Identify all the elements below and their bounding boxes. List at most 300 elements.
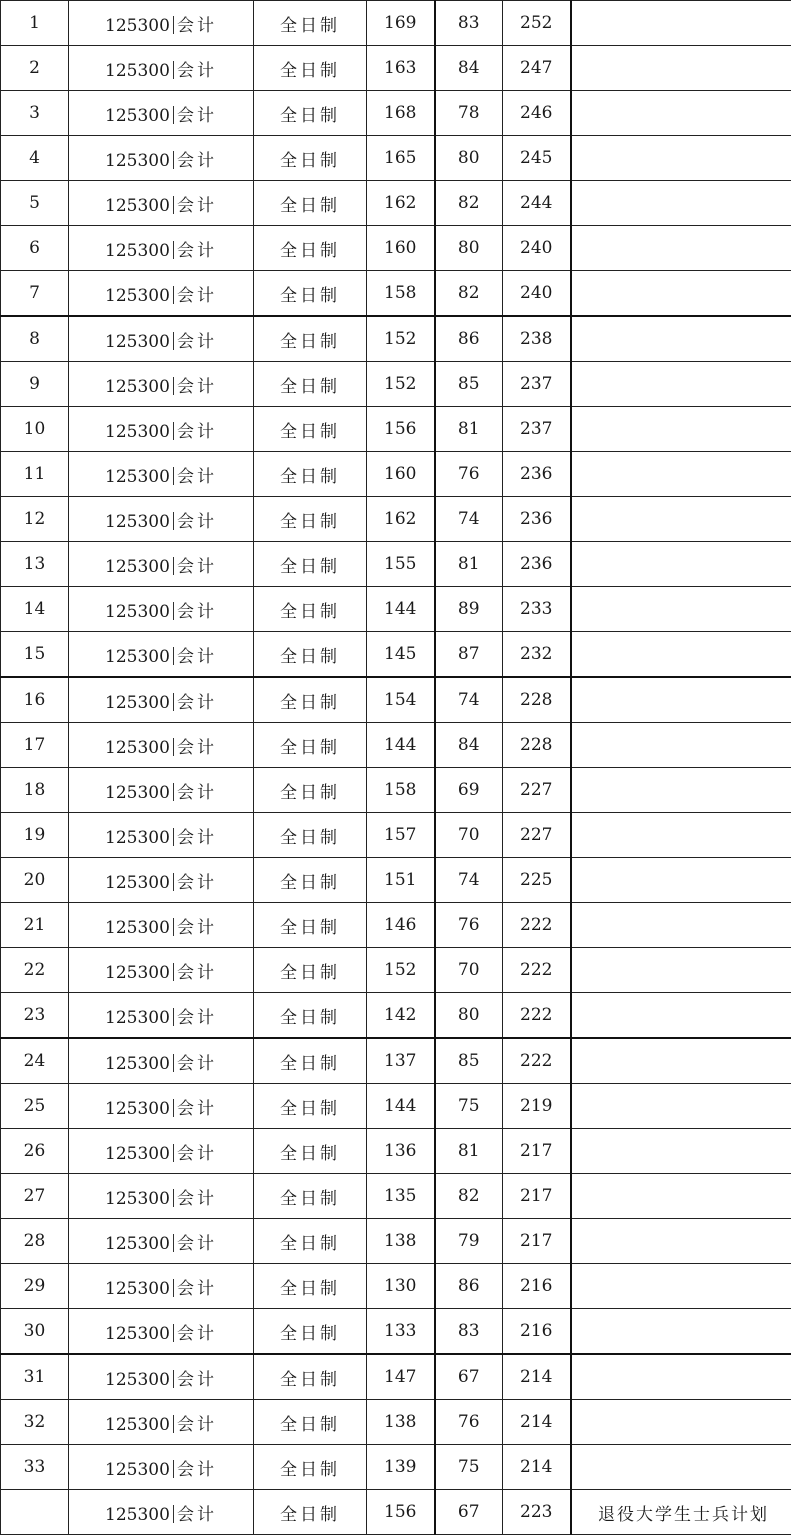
major-cell [69,136,254,181]
separator-bar [173,1234,174,1252]
score-1-cell: 152 [367,948,435,993]
major-cell [69,1219,254,1264]
major-cell [69,362,254,407]
separator-bar [173,286,174,304]
table-row [1,46,791,91]
major-name: 会计 [176,1053,217,1074]
total-score-cell: 222 [503,1038,571,1084]
note-cell: 退役大学生士兵计划 [571,1490,791,1535]
table-row [1,1309,791,1355]
separator-bar [173,1054,174,1072]
study-mode-cell: 全日制 [254,362,367,407]
score-1-cell: 142 [367,993,435,1039]
score-1-cell: 145 [367,632,435,678]
score-2-cell: 86 [435,316,503,362]
total-score-cell: 252 [503,1,571,46]
score-2-cell: 89 [435,587,503,632]
total-score-cell: 245 [503,136,571,181]
major-name: 会计 [176,556,217,577]
table-row [1,316,791,362]
major-name: 会计 [176,872,217,893]
total-score-cell: 236 [503,542,571,587]
major-cell [69,46,254,91]
study-mode-cell: 全日制 [254,1,367,46]
note-cell [571,181,791,226]
study-mode-cell: 全日制 [254,1309,367,1355]
major-cell [69,1309,254,1355]
row-number-cell [1,1490,69,1535]
major-name: 会计 [176,1007,217,1028]
separator-bar [173,512,174,530]
major-cell [69,1038,254,1084]
major-code: 125300 [105,1098,170,1119]
score-2-cell: 83 [435,1309,503,1355]
table-row [1,1445,791,1490]
study-mode-cell: 全日制 [254,91,367,136]
study-mode-cell: 全日制 [254,813,367,858]
major-cell [69,1445,254,1490]
separator-bar [173,873,174,891]
total-score-cell: 236 [503,497,571,542]
row-number-cell: 13 [1,542,69,587]
note-cell [571,1445,791,1490]
major-name: 会计 [176,1504,217,1525]
major-name: 会计 [176,1188,217,1209]
score-1-cell: 138 [367,1400,435,1445]
major-name: 会计 [176,240,217,261]
table-row [1,181,791,226]
table-row [1,226,791,271]
row-number-cell: 26 [1,1129,69,1174]
total-score-cell: 247 [503,46,571,91]
major-code: 125300 [105,1459,170,1480]
separator-bar [173,1460,174,1478]
study-mode-cell: 全日制 [254,858,367,903]
major-name: 会计 [176,737,217,758]
major-name: 会计 [176,1414,217,1435]
separator-bar [173,963,174,981]
major-name: 会计 [176,917,217,938]
major-cell [69,768,254,813]
major-cell [69,452,254,497]
table-row [1,948,791,993]
major-name: 会计 [176,1459,217,1480]
major-name: 会计 [176,1098,217,1119]
major-cell [69,903,254,948]
note-cell [571,903,791,948]
note-cell [571,1309,791,1355]
note-cell [571,362,791,407]
major-cell [69,1,254,46]
separator-bar [173,332,174,350]
major-cell [69,1490,254,1535]
row-number-cell: 28 [1,1219,69,1264]
major-name: 会计 [176,105,217,126]
note-cell [571,723,791,768]
score-2-cell: 85 [435,362,503,407]
note-cell [571,1,791,46]
study-mode-cell: 全日制 [254,452,367,497]
score-2-cell: 80 [435,226,503,271]
separator-bar [173,16,174,34]
table-row [1,1174,791,1219]
study-mode-cell: 全日制 [254,1354,367,1400]
major-code: 125300 [105,376,170,397]
major-cell [69,587,254,632]
separator-bar [173,1279,174,1297]
separator-bar [173,1144,174,1162]
major-cell [69,181,254,226]
separator-bar [173,557,174,575]
total-score-cell: 214 [503,1400,571,1445]
major-code: 125300 [105,15,170,36]
major-name: 会计 [176,1323,217,1344]
major-code: 125300 [105,962,170,983]
study-mode-cell: 全日制 [254,181,367,226]
total-score-cell: 246 [503,91,571,136]
score-1-cell: 152 [367,362,435,407]
table-row [1,271,791,317]
row-number-cell: 33 [1,1445,69,1490]
note-cell [571,1219,791,1264]
major-cell [69,858,254,903]
study-mode-cell: 全日制 [254,271,367,317]
table-row [1,1264,791,1309]
total-score-cell: 233 [503,587,571,632]
major-code: 125300 [105,1414,170,1435]
total-score-cell: 222 [503,948,571,993]
total-score-cell: 214 [503,1445,571,1490]
table-row [1,1219,791,1264]
score-1-cell: 151 [367,858,435,903]
separator-bar [173,106,174,124]
study-mode-cell: 全日制 [254,723,367,768]
note-cell [571,271,791,317]
major-name: 会计 [176,15,217,36]
major-code: 125300 [105,1143,170,1164]
separator-bar [173,918,174,936]
score-2-cell: 70 [435,813,503,858]
score-2-cell: 83 [435,1,503,46]
table-row [1,136,791,181]
score-1-cell: 162 [367,181,435,226]
study-mode-cell: 全日制 [254,948,367,993]
score-1-cell: 157 [367,813,435,858]
score-2-cell: 76 [435,452,503,497]
total-score-cell: 237 [503,407,571,452]
score-1-cell: 139 [367,1445,435,1490]
score-2-cell: 67 [435,1354,503,1400]
table-row [1,91,791,136]
score-2-cell: 70 [435,948,503,993]
score-2-cell: 69 [435,768,503,813]
table-row [1,677,791,723]
study-mode-cell: 全日制 [254,768,367,813]
note-cell [571,948,791,993]
major-code: 125300 [105,150,170,171]
study-mode-cell: 全日制 [254,587,367,632]
major-code: 125300 [105,1188,170,1209]
note-cell [571,1038,791,1084]
separator-bar [173,377,174,395]
total-score-cell: 238 [503,316,571,362]
separator-bar [173,196,174,214]
row-number-cell: 17 [1,723,69,768]
table-row [1,1084,791,1129]
score-2-cell: 86 [435,1264,503,1309]
note-cell [571,497,791,542]
score-2-cell: 78 [435,91,503,136]
row-number-cell: 1 [1,1,69,46]
row-number-cell: 4 [1,136,69,181]
major-code: 125300 [105,1369,170,1390]
score-1-cell: 168 [367,91,435,136]
total-score-cell: 244 [503,181,571,226]
score-1-cell: 162 [367,497,435,542]
score-1-cell: 135 [367,1174,435,1219]
major-code: 125300 [105,556,170,577]
major-cell [69,497,254,542]
total-score-cell: 222 [503,903,571,948]
study-mode-cell: 全日制 [254,677,367,723]
table-row [1,768,791,813]
major-cell [69,1129,254,1174]
row-number-cell: 11 [1,452,69,497]
score-1-cell: 155 [367,542,435,587]
score-2-cell: 81 [435,407,503,452]
study-mode-cell: 全日制 [254,1264,367,1309]
score-2-cell: 74 [435,497,503,542]
major-code: 125300 [105,511,170,532]
score-1-cell: 152 [367,316,435,362]
study-mode-cell: 全日制 [254,1084,367,1129]
score-1-cell: 163 [367,46,435,91]
note-cell [571,452,791,497]
score-2-cell: 79 [435,1219,503,1264]
major-cell [69,91,254,136]
major-name: 会计 [176,827,217,848]
table-row [1,993,791,1039]
row-number-cell: 27 [1,1174,69,1219]
row-number-cell: 16 [1,677,69,723]
score-2-cell: 74 [435,677,503,723]
score-1-cell: 160 [367,452,435,497]
total-score-cell: 225 [503,858,571,903]
total-score-cell: 228 [503,723,571,768]
score-1-cell: 146 [367,903,435,948]
major-cell [69,1174,254,1219]
table-row [1,407,791,452]
note-cell [571,1354,791,1400]
study-mode-cell: 全日制 [254,1445,367,1490]
major-cell [69,948,254,993]
score-2-cell: 74 [435,858,503,903]
note-cell [571,1084,791,1129]
note-cell [571,1174,791,1219]
major-name: 会计 [176,646,217,667]
major-code: 125300 [105,466,170,487]
row-number-cell: 22 [1,948,69,993]
table-row [1,632,791,678]
table-row [1,1129,791,1174]
note-cell [571,768,791,813]
total-score-cell: 219 [503,1084,571,1129]
score-1-cell: 165 [367,136,435,181]
major-code: 125300 [105,105,170,126]
major-code: 125300 [105,1504,170,1525]
score-2-cell: 87 [435,632,503,678]
note-cell [571,542,791,587]
total-score-cell: 216 [503,1309,571,1355]
study-mode-cell: 全日制 [254,1490,367,1535]
major-code: 125300 [105,1053,170,1074]
row-number-cell: 32 [1,1400,69,1445]
major-name: 会计 [176,692,217,713]
study-mode-cell: 全日制 [254,542,367,587]
row-number-cell: 19 [1,813,69,858]
total-score-cell: 217 [503,1129,571,1174]
study-mode-cell: 全日制 [254,993,367,1039]
total-score-cell: 223 [503,1490,571,1535]
score-1-cell: 130 [367,1264,435,1309]
row-number-cell: 23 [1,993,69,1039]
major-code: 125300 [105,827,170,848]
separator-bar [173,1370,174,1388]
note-cell [571,858,791,903]
major-cell [69,632,254,678]
score-2-cell: 80 [435,993,503,1039]
major-code: 125300 [105,60,170,81]
table-row [1,362,791,407]
score-1-cell: 138 [367,1219,435,1264]
score-1-cell: 133 [367,1309,435,1355]
score-2-cell: 84 [435,723,503,768]
table-row [1,858,791,903]
row-number-cell: 3 [1,91,69,136]
note-cell [571,1129,791,1174]
major-name: 会计 [176,421,217,442]
note-cell [571,91,791,136]
note-cell [571,46,791,91]
major-name: 会计 [176,601,217,622]
table-row [1,723,791,768]
table-body [1,1,791,1535]
total-score-cell: 214 [503,1354,571,1400]
major-cell [69,993,254,1039]
total-score-cell: 240 [503,226,571,271]
study-mode-cell: 全日制 [254,1174,367,1219]
major-code: 125300 [105,195,170,216]
note-cell [571,226,791,271]
note-cell [571,407,791,452]
score-1-cell: 137 [367,1038,435,1084]
total-score-cell: 222 [503,993,571,1039]
total-score-cell: 240 [503,271,571,317]
major-cell [69,1264,254,1309]
score-1-cell: 144 [367,1084,435,1129]
separator-bar [173,828,174,846]
separator-bar [173,1505,174,1523]
total-score-cell: 217 [503,1174,571,1219]
score-2-cell: 76 [435,1400,503,1445]
separator-bar [173,1324,174,1342]
score-2-cell: 75 [435,1084,503,1129]
score-1-cell: 136 [367,1129,435,1174]
score-1-cell: 144 [367,587,435,632]
study-mode-cell: 全日制 [254,903,367,948]
row-number-cell: 12 [1,497,69,542]
row-number-cell: 29 [1,1264,69,1309]
score-2-cell: 81 [435,542,503,587]
major-name: 会计 [176,195,217,216]
row-number-cell: 9 [1,362,69,407]
major-cell [69,542,254,587]
study-mode-cell: 全日制 [254,407,367,452]
major-code: 125300 [105,646,170,667]
note-cell [571,1400,791,1445]
major-code: 125300 [105,1233,170,1254]
separator-bar [173,647,174,665]
row-number-cell: 21 [1,903,69,948]
separator-bar [173,151,174,169]
row-number-cell: 5 [1,181,69,226]
separator-bar [173,1189,174,1207]
row-number-cell: 20 [1,858,69,903]
score-2-cell: 84 [435,46,503,91]
score-2-cell: 81 [435,1129,503,1174]
table-row [1,903,791,948]
separator-bar [173,1099,174,1117]
major-name: 会计 [176,1233,217,1254]
score-1-cell: 158 [367,768,435,813]
major-cell [69,271,254,317]
note-cell [571,316,791,362]
total-score-cell: 216 [503,1264,571,1309]
table-row [1,1400,791,1445]
score-1-cell: 154 [367,677,435,723]
table-row [1,452,791,497]
total-score-cell: 228 [503,677,571,723]
score-2-cell: 80 [435,136,503,181]
row-number-cell: 18 [1,768,69,813]
major-name: 会计 [176,150,217,171]
note-cell [571,1264,791,1309]
major-code: 125300 [105,331,170,352]
row-number-cell: 10 [1,407,69,452]
row-number-cell: 14 [1,587,69,632]
table-row [1,1490,791,1535]
major-code: 125300 [105,1278,170,1299]
score-2-cell: 67 [435,1490,503,1535]
major-cell [69,723,254,768]
major-code: 125300 [105,421,170,442]
separator-bar [173,1008,174,1026]
total-score-cell: 227 [503,768,571,813]
major-name: 会计 [176,285,217,306]
row-number-cell: 30 [1,1309,69,1355]
score-2-cell: 85 [435,1038,503,1084]
total-score-cell: 236 [503,452,571,497]
major-name: 会计 [176,331,217,352]
separator-bar [173,422,174,440]
major-cell [69,813,254,858]
score-1-cell: 147 [367,1354,435,1400]
study-mode-cell: 全日制 [254,1400,367,1445]
major-cell [69,407,254,452]
major-code: 125300 [105,1323,170,1344]
score-2-cell: 75 [435,1445,503,1490]
separator-bar [173,1415,174,1433]
